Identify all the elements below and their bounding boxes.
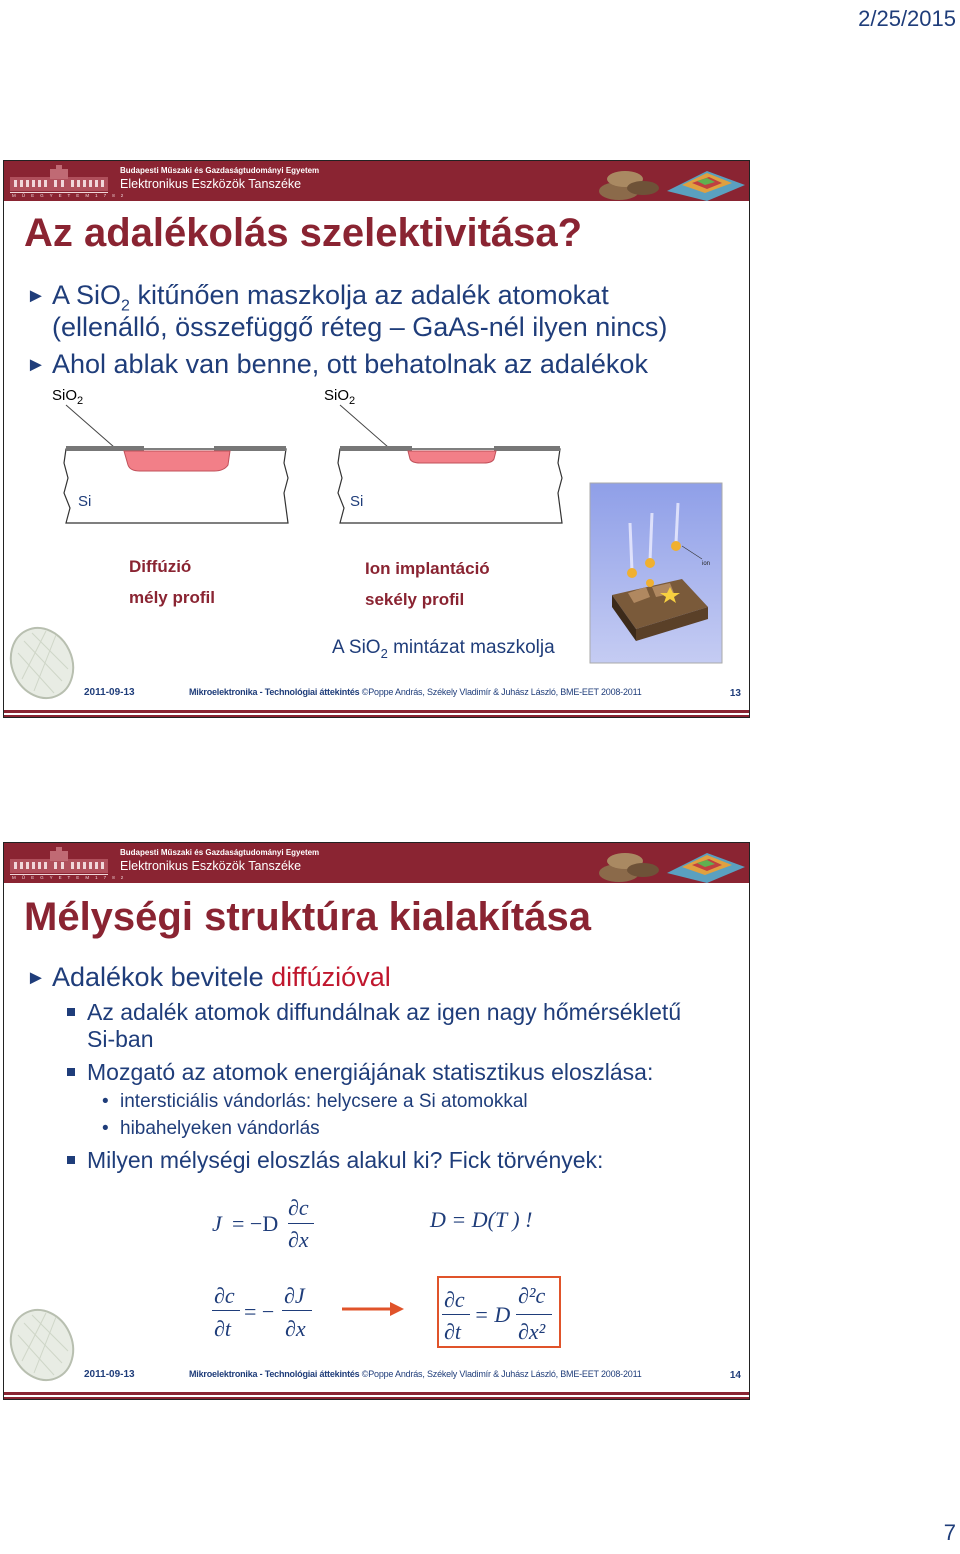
university-building-logo [10,847,126,880]
sub-bullet-si-line2: Si-ban [87,1026,154,1052]
university-name: Budapesti Műszaki és Gazdaságtudományi Egyetem [120,848,320,857]
bullet-sio2-masking: ► A SiO$_2$ kitűnően maszkolja az adalék atomokat [26,280,609,315]
triangle-bullet-icon: ► [26,967,46,989]
header-decoration-image [597,161,747,201]
right-arrow-icon [340,1299,406,1319]
footer-band [4,1392,749,1395]
slide-13 [3,160,750,718]
footer-band-bottom [4,715,749,717]
sio2-label-left: SiO$_2$ [52,387,84,407]
slide-title: Mélységi struktúra kialakítása [24,895,591,939]
department-name: Elektronikus Eszközök Tanszéke [120,859,302,873]
dot-bullet-interstitial: • intersticiális vándorlás: helycsere a Si atomokkal [102,1091,528,1112]
triangle-bullet-icon: ► [26,285,46,307]
slide-title: Az adalékolás szelektivitása? [24,211,583,255]
si-label-left: Si [78,493,92,510]
bullet-diffusion: ► Adalékok bevitele diffúzióval [26,962,391,992]
slide-14: M Ű E G Y E T E M 1 7 8 2 Budapesti Műszaki és Gazdaságtudományi Egyetem Elektronikus Eszközök Tanszéke Mélységi struktúra kialakítása ► Adalékok bevitele diffúzióval Az adalék atomok diffundálnak az igen nagy hőmérsékletű Si-ban Mozgató az atomok energiájának statisztikus eloszlása: • intersticiális vándorlás: helycsere a Si atomokkal • hibahelyeken vándorlás Milyen mélységi eloszlás alakul ki? Fick törvények: J = −D ∂c ∂x D = D(T ) ! ∂c ∂t = − ∂J ∂x ∂c ∂t = D ∂²c ∂x² 2011-09-13 Mikroelektronika - Technológiai áttekintés ©Poppe András, Székely Vladimír & Juhász László, BME-EET 2008-2011 14 [3,842,750,1400]
square-bullet-icon [67,1008,75,1016]
slide-footer [4,685,749,717]
slide-header [4,161,749,201]
dot-bullet-defect: • hibahelyeken vándorlás [102,1118,320,1139]
svg-text:ion: ion [702,561,711,567]
mask-caption: A SiO$_2$ mintázat maszkolja [332,637,555,661]
sio2-label-right: SiO$_2$ [324,387,356,407]
slide-number: 13 [729,688,741,699]
svg-text:M Ű E G Y E T E M 1 7 8 2: M Ű E G Y E T E M 1 7 8 2 [12,193,126,198]
slide-number: 14 [729,1370,741,1381]
university-name: Budapesti Műszaki és Gazdaságtudományi Egyetem [120,166,320,175]
ion-implantation-illustration [590,483,724,665]
bullet-window: ► Ahol ablak van benne, ott behatolnak az adalékok [26,349,648,379]
si-label-right: Si [350,493,364,510]
footer-band-bottom [4,1397,749,1399]
footer-date: 2011-09-13 [84,1369,135,1380]
page-number: 7 [943,1520,956,1545]
sub-bullet-diffusing-atoms: Az adalék atomok diffundálnak az igen nagy hőmérsékletű [87,999,681,1025]
diffusion-coefficient-eq: D = D(T ) ! [430,1207,533,1232]
svg-text:M Ű E G Y E T E M 1 7 8 2: M Ű E G Y E T E M 1 7 8 2 [12,875,126,880]
bullet-sio2-masking-line2: (ellenálló, összefüggő réteg – GaAs-nél ilyen nincs) [52,312,668,342]
header-decoration-image [597,843,747,883]
triangle-bullet-icon: ► [26,354,46,376]
square-bullet-icon [67,1156,75,1164]
slide-header [4,843,749,883]
diffusion-label: Diffúzió [129,557,192,576]
deep-profile-label: mély profil [129,588,215,607]
cross-section-diagram [44,383,564,533]
slide-footer [4,1367,749,1399]
footer-credits: Mikroelektronika - Technológiai áttekintés ©Poppe András, Székely Vladimír & Juhász László, BME-EET 2008-2011 [189,1369,642,1379]
footer-band [4,710,749,713]
ion-implantation-label: Ion implantáció [365,559,490,578]
sub-bullet-driving-force: Mozgató az atomok energiájának statisztikus eloszlása: [87,1059,653,1085]
square-bullet-icon [67,1068,75,1076]
footer-credits: Mikroelektronika - Technológiai áttekintés ©Poppe András, Székely Vladimír & Juhász László, BME-EET 2008-2011 [189,687,642,697]
sub-bullet-fick-laws: Milyen mélységi eloszlás alakul ki? Fick törvények: [87,1147,603,1173]
page-date: 2/25/2015 [858,6,956,31]
footer-date: 2011-09-13 [84,687,135,698]
department-name: Elektronikus Eszközök Tanszéke [120,177,302,191]
university-building-logo [10,165,126,198]
shallow-profile-label: sekély profil [365,590,465,609]
